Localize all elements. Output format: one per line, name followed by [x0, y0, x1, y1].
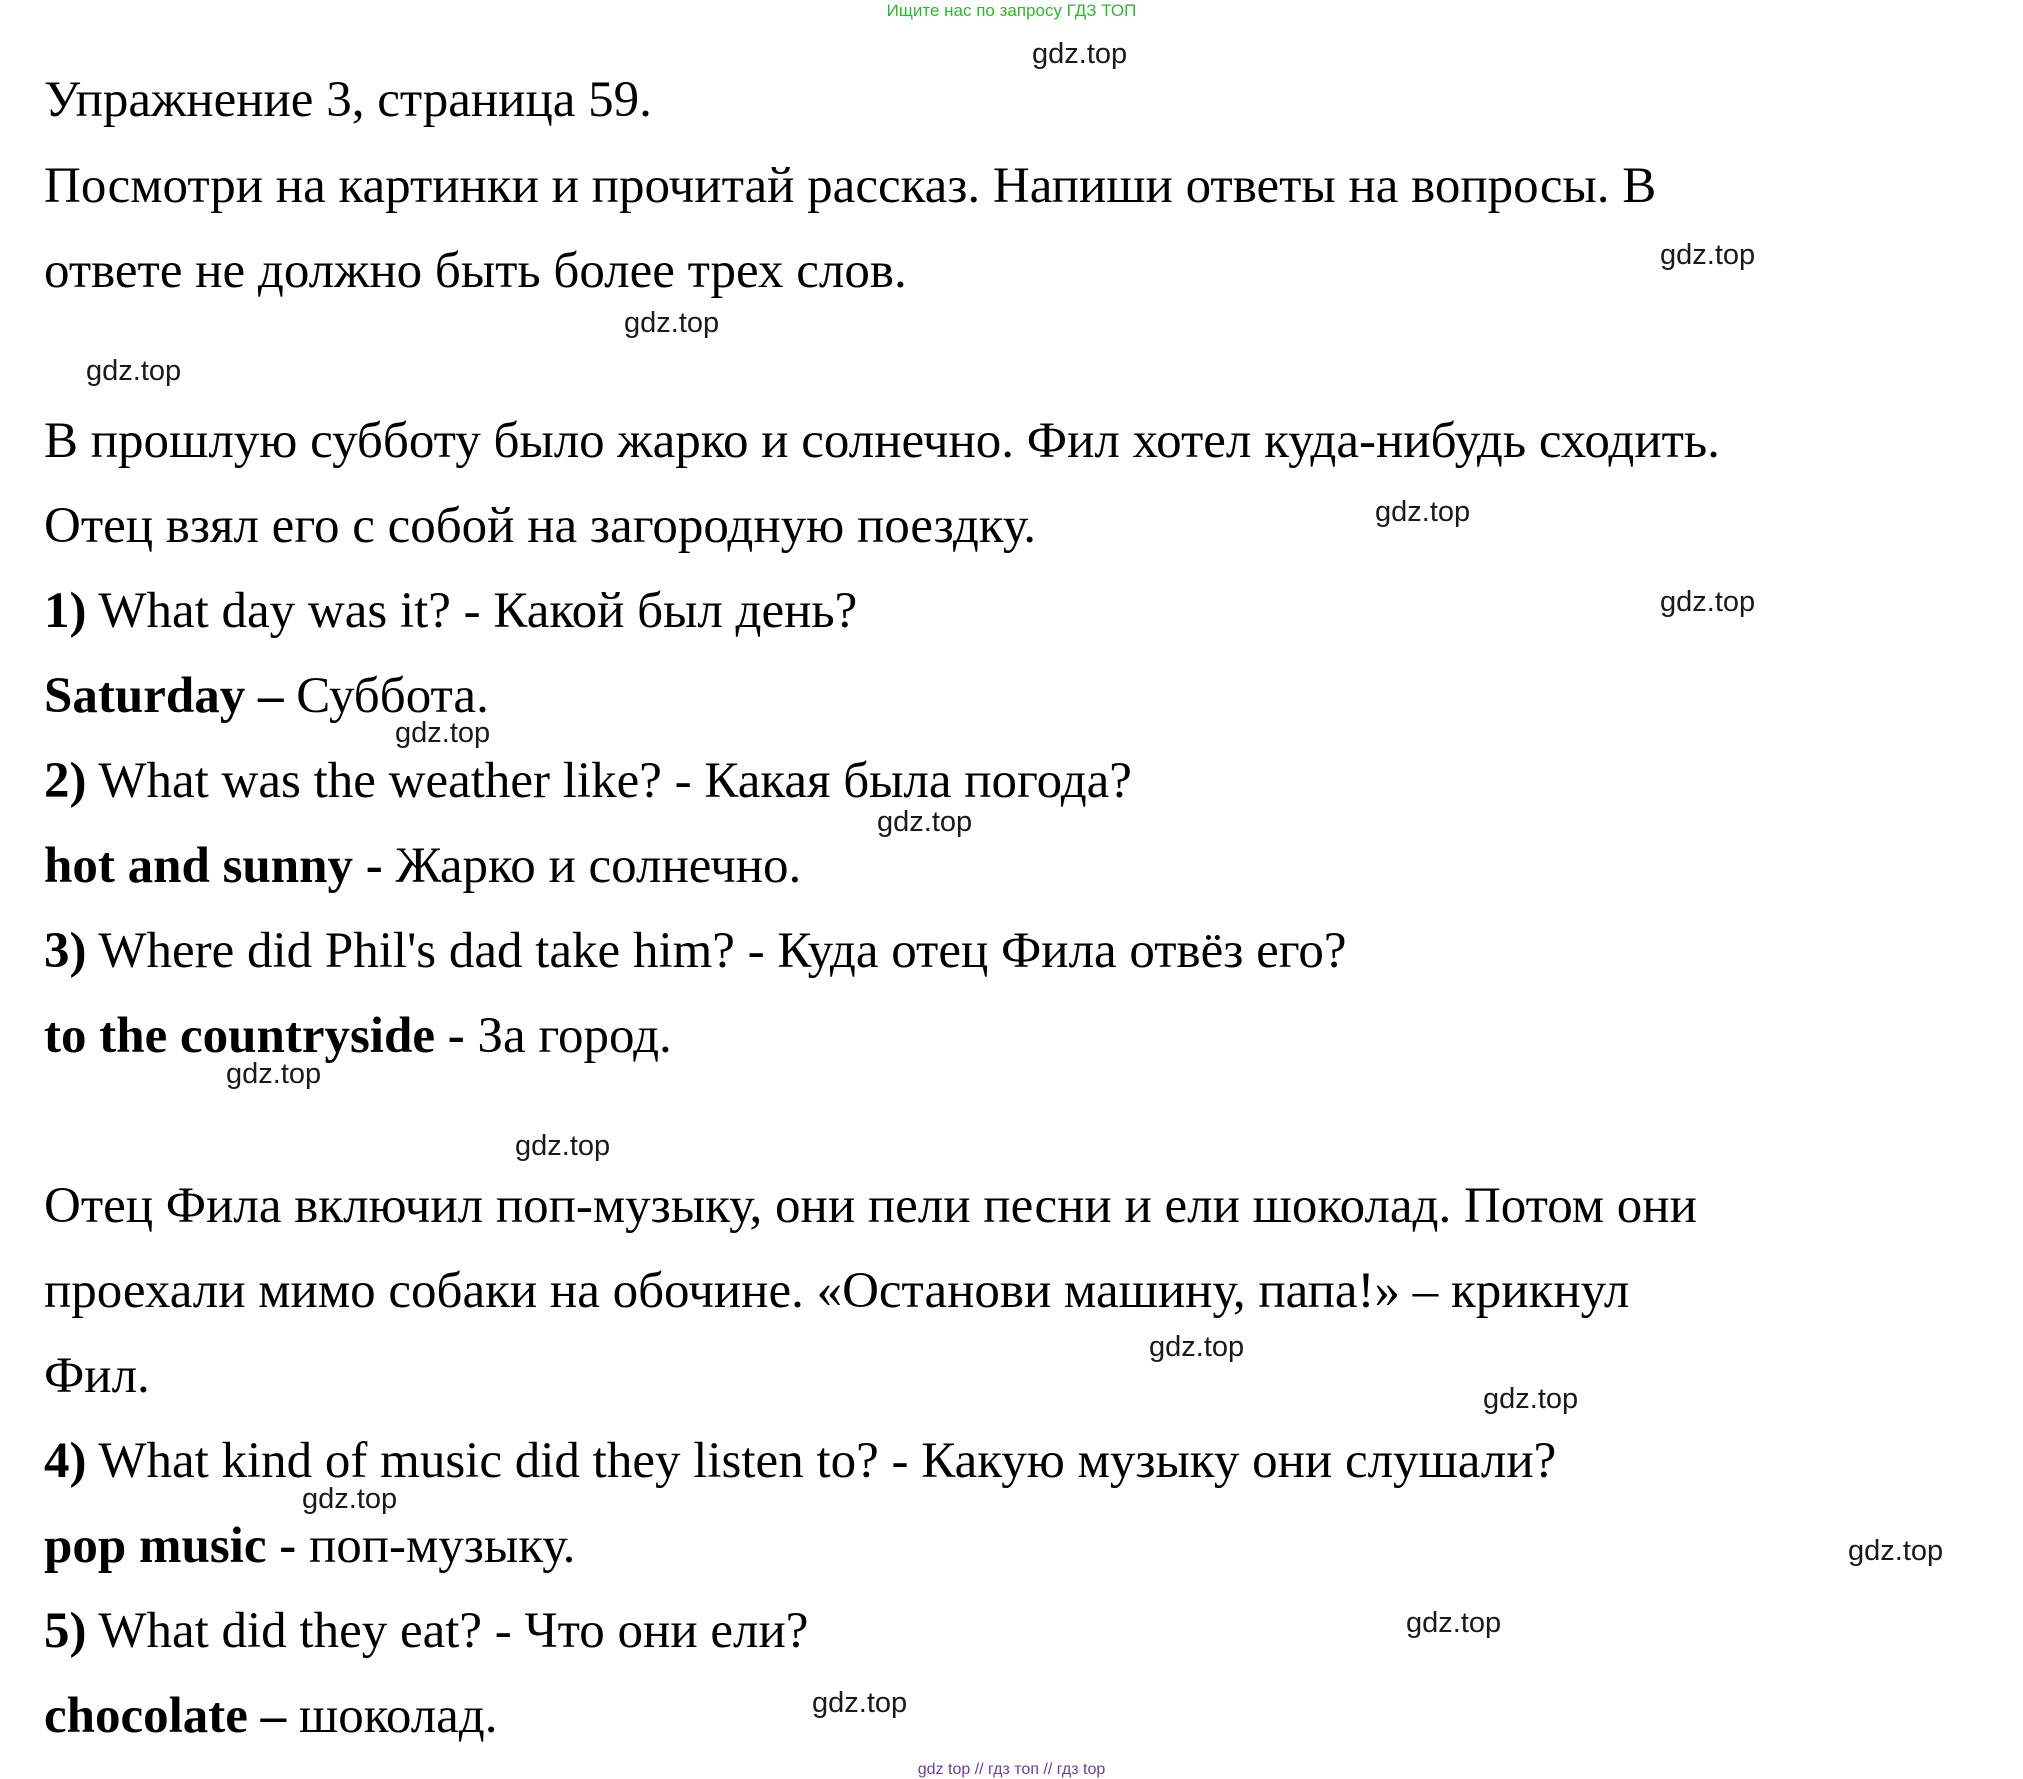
answer-translation: За город. [464, 1008, 672, 1064]
answer-translation: поп-музыку. [296, 1518, 576, 1574]
watermark: gdz.top [1149, 1331, 1245, 1363]
question-3 [44, 921, 1347, 981]
answer-text: hot and sunny - [44, 838, 383, 894]
watermark: gdz.top [1660, 239, 1756, 271]
top-banner: Ищите нас по запросу ГДЗ ТОП [886, 1, 1137, 20]
watermark: gdz.top [1483, 1383, 1579, 1415]
watermark: gdz.top [877, 806, 973, 838]
answer-4 [44, 1516, 575, 1576]
question-2 [44, 751, 1132, 811]
instruction-line-2: ответе не должно быть более трех слов. [44, 243, 907, 299]
question-number: 1) [44, 583, 87, 639]
question-1 [44, 581, 857, 641]
answer-text: pop music - [44, 1518, 297, 1574]
watermark: gdz.top [1406, 1607, 1502, 1639]
question-4 [44, 1431, 1556, 1491]
question-text: What did they eat? - Что они ели? [86, 1603, 809, 1659]
watermark: gdz.top [515, 1130, 611, 1162]
question-number: 5) [44, 1603, 87, 1659]
watermark: gdz.top [302, 1483, 398, 1515]
story-2-line-2: проехали мимо собаки на обочине. «Останови машину, папа!» – крикнул [44, 1263, 1630, 1319]
question-5 [44, 1601, 808, 1661]
watermark: gdz.top [624, 307, 720, 339]
watermark: gdz.top [1032, 38, 1128, 70]
answer-translation: Жарко и солнечно. [382, 838, 802, 894]
story-2-line-3: Фил. [44, 1348, 150, 1404]
watermark: gdz.top [1848, 1535, 1944, 1567]
watermark: gdz.top [1375, 496, 1471, 528]
answer-text: chocolate – [44, 1688, 287, 1744]
question-text: What kind of music did they listen to? - Какую музыку они слушали? [86, 1433, 1557, 1489]
question-number: 3) [44, 923, 87, 979]
answer-text: to the countryside - [44, 1008, 465, 1064]
answer-translation: шоколад. [286, 1688, 498, 1744]
answer-2 [44, 836, 801, 896]
answer-5 [44, 1686, 498, 1746]
instruction-line-1: Посмотри на картинки и прочитай рассказ. Напиши ответы на вопросы. В [44, 158, 1657, 214]
watermark: gdz.top [86, 355, 182, 387]
question-number: 4) [44, 1433, 87, 1489]
watermark: gdz.top [395, 717, 491, 749]
story-1-line-2: Отец взял его с собой на загородную поездку. [44, 498, 1037, 554]
watermark: gdz.top [1660, 586, 1756, 618]
question-text: What day was it? - Какой был день? [86, 583, 858, 639]
question-text: Where did Phil's dad take him? - Куда отец Фила отвёз его? [86, 923, 1347, 979]
answer-text: Saturday – [44, 668, 284, 724]
question-text: What was the weather like? - Какая была погода? [86, 753, 1132, 809]
story-1-line-1: В прошлую субботу было жарко и солнечно. Фил хотел куда-нибудь сходить. [44, 413, 1720, 469]
footer-banner: gdz top // гдз топ // гдз top [917, 1761, 1106, 1778]
watermark: gdz.top [812, 1687, 908, 1719]
watermark: gdz.top [226, 1058, 322, 1090]
answer-3 [44, 1006, 672, 1066]
answer-translation: Суббота. [283, 668, 489, 724]
story-2-line-1: Отец Фила включил поп-музыку, они пели песни и ели шоколад. Потом они [44, 1178, 1697, 1234]
exercise-heading: Упражнение 3, страница 59. [44, 72, 652, 128]
question-number: 2) [44, 753, 87, 809]
